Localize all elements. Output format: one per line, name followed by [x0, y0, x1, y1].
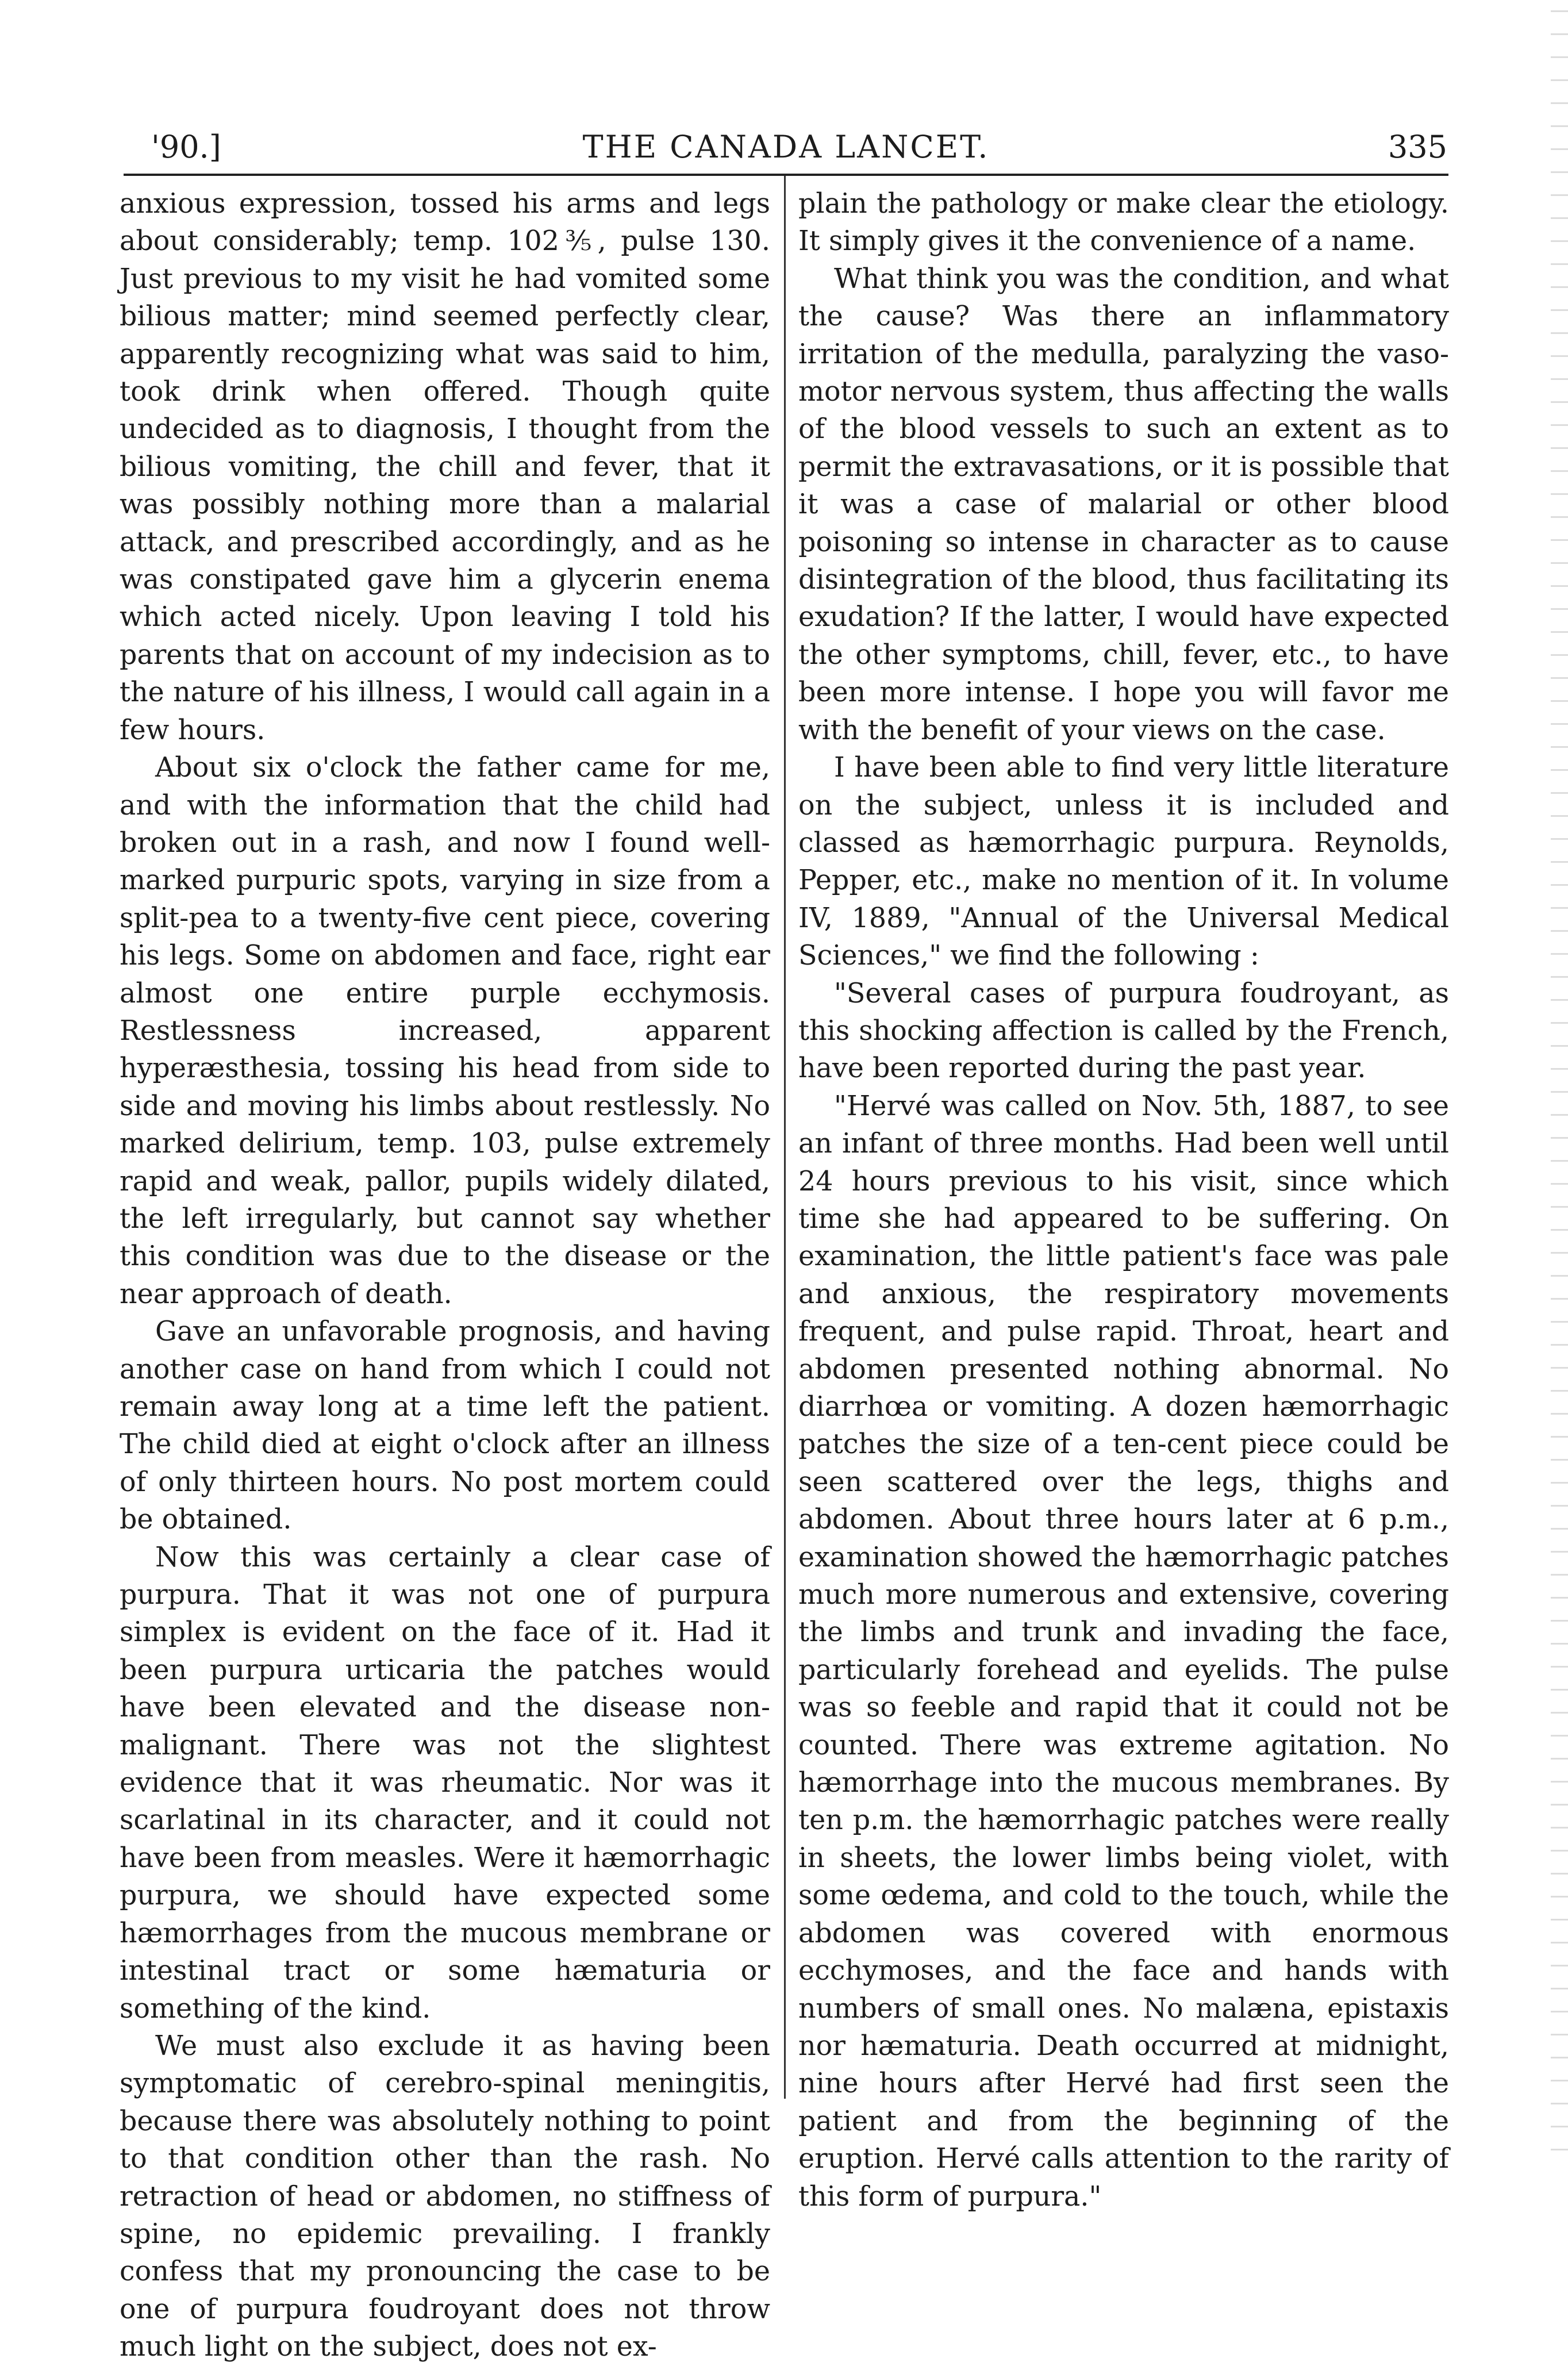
column-divider [784, 176, 786, 2099]
paragraph: We must also exclude it as having been symptomatic of cerebro-spinal meningitis, because there was absolutely nothing to point to that condition other than the rash. No retraction of head or abdomen, no stiffness of spine, no epidemic prevailing. I frankly confess that my pronouncing the case to be one of purpura foudroyant does not throw much light on the subject, does not ex- [120, 2030, 770, 2363]
paragraph: anxious expression, tossed his arms and legs about considerably; temp. 102⅗, pulse 130. Just previous to my visit he had vomited some bilious matter; mind seemed perfectly clear, apparently recognizing what was said to him, took drink when offered. Though quite undecided as to diagnosis, I thought from the bilious vomiting, the chill and fever, that it was possibly nothing more than a malarial attack, and prescribed accordingly, and as he was constipated gave him a glycerin enema which acted nicely. Upon leaving I told his parents that on account of my indecision as to the nature of his illness, I would call again in a few hours. [120, 188, 770, 746]
paragraph: About six o'clock the father came for me, and with the information that the child had broken out in a rash, and now I found well-marked purpuric spots, varying in size from a split-pea to a twenty-five cent piece, covering his legs. Some on abdomen and face, right ear almost one entire purple ecchymosis. Restlessness increased, apparent hyperæsthesia, tossing his head from side to side and moving his limbs about restlessly. No marked delirium, temp. 103, pulse extremely rapid and weak, pallor, pupils widely dilated, the left irregularly, but cannot say whether this condition was due to the disease or the near approach of death. [120, 752, 770, 1310]
running-header [118, 124, 1454, 170]
header-year: '90.] [151, 129, 221, 165]
journal-title: THE CANADA LANCET. [582, 129, 990, 165]
paragraph: Gave an unfavorable prognosis, and having another case on hand from which I could not remain away long at a time left the patient. The child died at eight o'clock after an illness of only thirteen hours. No post mortem could be obtained. [120, 1316, 770, 1536]
scan-edge [1551, 0, 1568, 2163]
paragraph: plain the pathology or make clear the etiology. It simply gives it the convenience of a name. [798, 188, 1449, 258]
right-column [798, 185, 1449, 2215]
header-rule [124, 174, 1448, 176]
paragraph: Now this was certainly a clear case of purpura. That it was not one of purpura simplex is evident on the face of it. Had it been purpura urticaria the patches would have been elevated and the disease non-malignant. There was not the slightest evidence that it was rheumatic. Nor was it scarlatinal in its character, and it could not have been from measles. Were it hæmorrhagic purpura, we should have expected some hæmorrhages from the mucous membrane or intestinal tract or some hæmaturia or something of the kind. [120, 1541, 770, 2025]
left-column [120, 185, 770, 2366]
paragraph: What think you was the condition, and what the cause? Was there an inflammatory irritation of the medulla, paralyzing the vaso-motor nervous system, thus affecting the walls of the blood vessels to such an extent as to permit the extravasations, or it is possible that it was a case of malarial or other blood poisoning so intense in character as to cause disintegration of the blood, thus facilitating its exudation? If the latter, I would have expected the other symptoms, chill, fever, etc., to have been more intense. I hope you will favor me with the benefit of your views on the case. [798, 263, 1449, 746]
paragraph: I have been able to find very little literature on the subject, unless it is included and classed as hæmorrhagic purpura. Reynolds, Pepper, etc., make no mention of it. In volume IV, 1889, "Annual of the Universal Medical Sciences," we find the following : [798, 752, 1449, 972]
page-number: 335 [1388, 129, 1447, 165]
quoted-paragraph: "Hervé was called on Nov. 5th, 1887, to see an infant of three months. Had been well until 24 hours previous to his visit, since which time she had appeared to be suffering. On examination, the little patient's face was pale and anxious, the respiratory movements frequent, and pulse rapid. Throat, heart and abdomen presented nothing abnormal. No diarrhœa or vomiting. A dozen hæmorrhagic patches the size of a ten-cent piece could be seen scattered over the legs, thighs and abdomen. About three hours later at 6 p.m., examination showed the hæmorrhagic patches much more numerous and extensive, covering the limbs and trunk and invading the face, particularly forehead and eyelids. The pulse was so feeble and rapid that it could not be counted. There was extreme agitation. No hæmorrhage into the mucous membranes. By ten p.m. the hæmorrhagic patches were really in sheets, the lower limbs being violet, with some œdema, and cold to the touch, while the abdomen was covered with enormous ecchymoses, and the face and hands with numbers of small ones. No malæna, epistaxis nor hæmaturia. Death occurred at midnight, nine hours after Hervé had first seen the patient and from the beginning of the eruption. Hervé calls attention to the rarity of this form of purpura." [798, 1090, 1449, 2213]
quoted-paragraph: "Several cases of purpura foudroyant, as this shocking affection is called by the French, have been reported during the past year. [798, 977, 1449, 1085]
